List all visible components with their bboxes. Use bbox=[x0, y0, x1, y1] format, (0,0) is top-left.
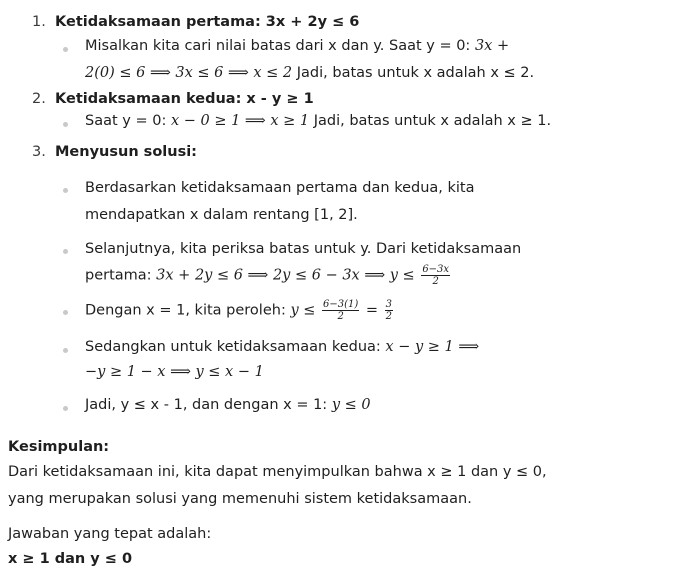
math-expression: −y ≥ 1 − x ⟹ y ≤ x − 1 bbox=[85, 364, 264, 380]
math-expression: x − y ≥ 1 ⟹ bbox=[385, 339, 480, 355]
bullet-line bbox=[85, 339, 479, 355]
item-title: Ketidaksamaan pertama: 3x + 2y ≤ 6 bbox=[55, 14, 360, 30]
bullet-dot bbox=[63, 348, 68, 353]
bullet-text: Jadi, batas untuk x adalah x ≥ 1. bbox=[313, 113, 552, 129]
fraction-numerator: 6−3x bbox=[422, 264, 450, 275]
bullet-dot bbox=[63, 122, 68, 127]
bullet-line bbox=[85, 113, 551, 129]
math-expression: 3x + bbox=[474, 38, 510, 54]
math-expression: 3x + 2y ≤ 6 ⟹ 2y ≤ 6 − 3x ⟹ y ≤ bbox=[156, 267, 415, 284]
conclusion-heading: Kesimpulan: bbox=[8, 439, 110, 455]
bullet-text: Dengan x = 1, kita peroleh: bbox=[85, 302, 286, 319]
math-expression: y ≤ bbox=[290, 302, 316, 319]
list-number: 2. bbox=[32, 91, 46, 107]
math-expression: y ≤ 0 bbox=[331, 397, 371, 413]
bullet-dot bbox=[63, 47, 68, 52]
bullet-text: Misalkan kita cari nilai batas dari x dan y. Saat y = 0: bbox=[85, 38, 471, 54]
bullet-text: Jadi, batas untuk x adalah x ≤ 2. bbox=[296, 65, 535, 81]
math-expression: 2(0) ≤ 6 ⟹ 3x ≤ 6 ⟹ x ≤ 2 bbox=[85, 65, 293, 81]
item-title: Menyusun solusi: bbox=[55, 144, 197, 160]
answer-label: Jawaban yang tepat adalah: bbox=[8, 526, 212, 542]
conclusion-text: Dari ketidaksamaan ini, kita dapat menyimpulkan bahwa x ≥ 1 dan y ≤ 0, bbox=[8, 464, 547, 480]
bullet-line bbox=[85, 38, 509, 54]
answer-value: x ≥ 1 dan y ≤ 0 bbox=[8, 551, 133, 567]
bullet-line bbox=[85, 65, 534, 81]
bullet-dot bbox=[63, 310, 68, 315]
bullet-line bbox=[85, 397, 371, 413]
fraction bbox=[385, 299, 393, 322]
bullet-text: pertama: bbox=[85, 267, 152, 284]
bullet-dot bbox=[63, 249, 68, 254]
bullet-text: Berdasarkan ketidaksamaan pertama dan kedua, kita bbox=[85, 180, 475, 196]
list-number: 1. bbox=[32, 14, 46, 30]
bullet-line bbox=[85, 364, 264, 380]
bullet-text: Saat y = 0: bbox=[85, 113, 167, 129]
fraction-numerator: 3 bbox=[385, 299, 393, 310]
bullet-text: Jadi, y ≤ x - 1, dan dengan x = 1: bbox=[85, 397, 328, 413]
bullet-dot bbox=[63, 188, 68, 193]
fraction bbox=[322, 299, 359, 322]
equals-sign: = bbox=[365, 302, 379, 319]
fraction-numerator: 6−3(1) bbox=[323, 299, 359, 310]
fraction-denominator: 2 bbox=[432, 276, 439, 287]
fraction bbox=[421, 264, 450, 287]
item-title: Ketidaksamaan kedua: x - y ≥ 1 bbox=[55, 91, 314, 107]
bullet-line bbox=[85, 264, 452, 287]
bullet-text: Selanjutnya, kita periksa batas untuk y. Dari ketidaksamaan bbox=[85, 241, 522, 257]
math-expression: x − 0 ≥ 1 ⟹ x ≥ 1 bbox=[170, 113, 310, 129]
bullet-text: mendapatkan x dalam rentang [1, 2]. bbox=[85, 207, 358, 223]
fraction-denominator: 2 bbox=[385, 311, 393, 322]
list-number: 3. bbox=[32, 144, 46, 160]
bullet-text: Sedangkan untuk ketidaksamaan kedua: bbox=[85, 339, 381, 355]
conclusion-text: yang merupakan solusi yang memenuhi sistem ketidaksamaan. bbox=[8, 491, 472, 507]
bullet-dot bbox=[63, 406, 68, 411]
bullet-line bbox=[85, 299, 395, 322]
fraction-denominator: 2 bbox=[337, 311, 344, 322]
